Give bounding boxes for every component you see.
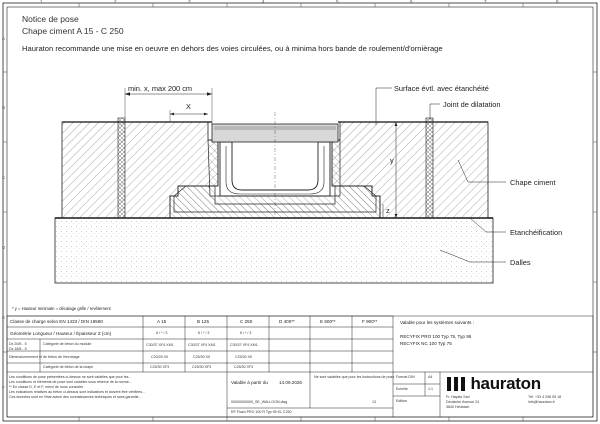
product-code: RF Flush PRO 100 R Typ 95 KL C250 [231, 410, 292, 414]
y-label: y [390, 156, 394, 165]
valid-from-label: Valable à partir du [231, 380, 268, 385]
contact-line: info@hauraton.fr [528, 400, 555, 404]
address-line: Fr. Haysts Sarl [446, 395, 470, 399]
row-label-module: Catégorie de béton du module [43, 342, 92, 346]
grid-marker-top: 1 [40, 0, 43, 4]
grid-marker-side: C [2, 175, 6, 180]
col-header: E 600** [320, 319, 336, 324]
grid-marker-top: 5 [336, 0, 339, 4]
cell-enrobage: C25/30 X0 [235, 355, 252, 359]
edition-label: Edition [396, 399, 407, 403]
callout-etancheification: Etanchéification [510, 228, 563, 237]
grid-marker-top: 8 [556, 0, 559, 4]
callout-dalles: Dalles [510, 258, 531, 267]
cell-geometry: 6 / * / 3 [240, 331, 252, 335]
cell-chape: C25/30 XF3 [192, 365, 212, 369]
fine-print: Les conditions et éléments de pose sont valables sous réserve de la norme... [9, 380, 132, 384]
valid-systems-label: Valable pour les systèmes suivants : [400, 320, 474, 325]
valid-system: RECYFIX PRO 100 Typ 75, Typ 95 [400, 334, 472, 339]
cell-geometry: 6 / * / 3 [198, 331, 210, 335]
grid-marker-side: B [2, 105, 6, 110]
cell-enrobage: C20/25 X0 [151, 355, 168, 359]
grid-marker-side: F [2, 385, 5, 390]
address-line: 4840 Heubach [446, 405, 470, 409]
sheet-number: 13 [372, 400, 376, 404]
cell-chape: C25/30 XF3 [234, 365, 254, 369]
page-title: Notice de pose [22, 14, 79, 24]
hauraton-logo [446, 374, 541, 394]
expansion-joint-left [118, 118, 125, 218]
dimension-label: min. x, max 200 cm [128, 84, 193, 93]
x-label: X [186, 102, 191, 111]
grid-marker-top: 2 [114, 0, 117, 4]
fine-print: Les conditions de pose présentées ci-dessus ne sont valables que pour les... [9, 375, 132, 379]
col-header: F 900** [362, 319, 378, 324]
row-label-enrobage: Dimensionnement et de béton de l'enrobage [9, 355, 80, 359]
scale-label: Echelle [396, 387, 408, 391]
grid-marker-top: 6 [410, 0, 413, 4]
expansion-joint-right [426, 118, 433, 218]
grid-marker-top: 4 [262, 0, 265, 4]
file-name: 00000000000_SE_WALLOON.dwg [231, 400, 288, 404]
cell-geometry: 6 / * / 3 [156, 331, 168, 335]
cell-chape: C25/30 XF3 [150, 365, 170, 369]
left-note-2: Dx 16/8 - 5 [9, 347, 27, 351]
cell-module: C30/37 XF4 XM1 [230, 343, 258, 347]
left-note-1: Dx 20/8 - 5 [9, 342, 27, 346]
col-header: A 15 [157, 319, 167, 324]
page-subtitle: Chape ciment A 15 - C 250 [22, 26, 124, 36]
format-label: Format DIN [396, 375, 415, 379]
cell-enrobage: C25/30 X0 [193, 355, 210, 359]
callout-joint: Joint de dilatation [443, 100, 501, 109]
cell-module: C30/37 XF4 XM1 [188, 343, 216, 347]
col-header: C 250 [240, 319, 253, 324]
grid-marker-top: 7 [484, 0, 487, 4]
address-line: Deutsche Avenue 24 [446, 400, 480, 404]
format-value: A4 [428, 375, 433, 379]
cell-module: C30/37 XF4 XM1 [146, 343, 174, 347]
callout-surface: Surface évtl. avec étanchéité [394, 84, 489, 93]
grid-marker-side: A [2, 36, 6, 41]
valid-system: RECYFIX NC 100 Typ 75 [400, 341, 452, 346]
z-label: z [386, 206, 390, 215]
footnote: * y = Hauteur minimale = décalage grille / revêtement [12, 306, 111, 311]
validity-note: Ne sont valables que pour les instructions de pose. [314, 375, 396, 379]
scale-value: 1:1 [428, 387, 433, 391]
col-header: D 400** [279, 319, 295, 324]
grid-marker-side: E [2, 315, 6, 320]
callout-chape: Chape ciment [510, 178, 556, 187]
row-label-class: Classe de charge selon EN 1433 / DIN 19580 [10, 319, 103, 324]
row-label-chape: Catégorie de béton de la chape [43, 365, 94, 369]
col-header: B 125 [197, 319, 210, 324]
valid-from-value: 14.09.2026 [279, 380, 302, 385]
contact-line: Tél. +33 4 296 05 18 [528, 395, 562, 399]
fine-print: ** En classe D, E et F, merci de nous consulter [9, 385, 84, 389]
fine-print: Les indications relatives au béton ci-dessus sont indicatives et doivent être vérifiées... [9, 390, 146, 394]
logo-mark-icon [446, 375, 466, 393]
grid-marker-top: 3 [188, 0, 191, 4]
row-label-geometry: Géométrie Longueur / Hauteur / Épaisseur Z (cm) [10, 331, 112, 336]
slab-base [55, 218, 493, 283]
company-name: hauraton [470, 374, 541, 393]
fine-print: Ces données sont en l'état actuel des connaissances techniques et sans garantie... [9, 395, 142, 399]
grid-marker-side: D [2, 245, 6, 250]
intro-text: Hauraton recommande une mise en oeuvre en dehors des voies circulées, ou à minima hors bande de roulement/d'ornièrage [22, 44, 443, 53]
